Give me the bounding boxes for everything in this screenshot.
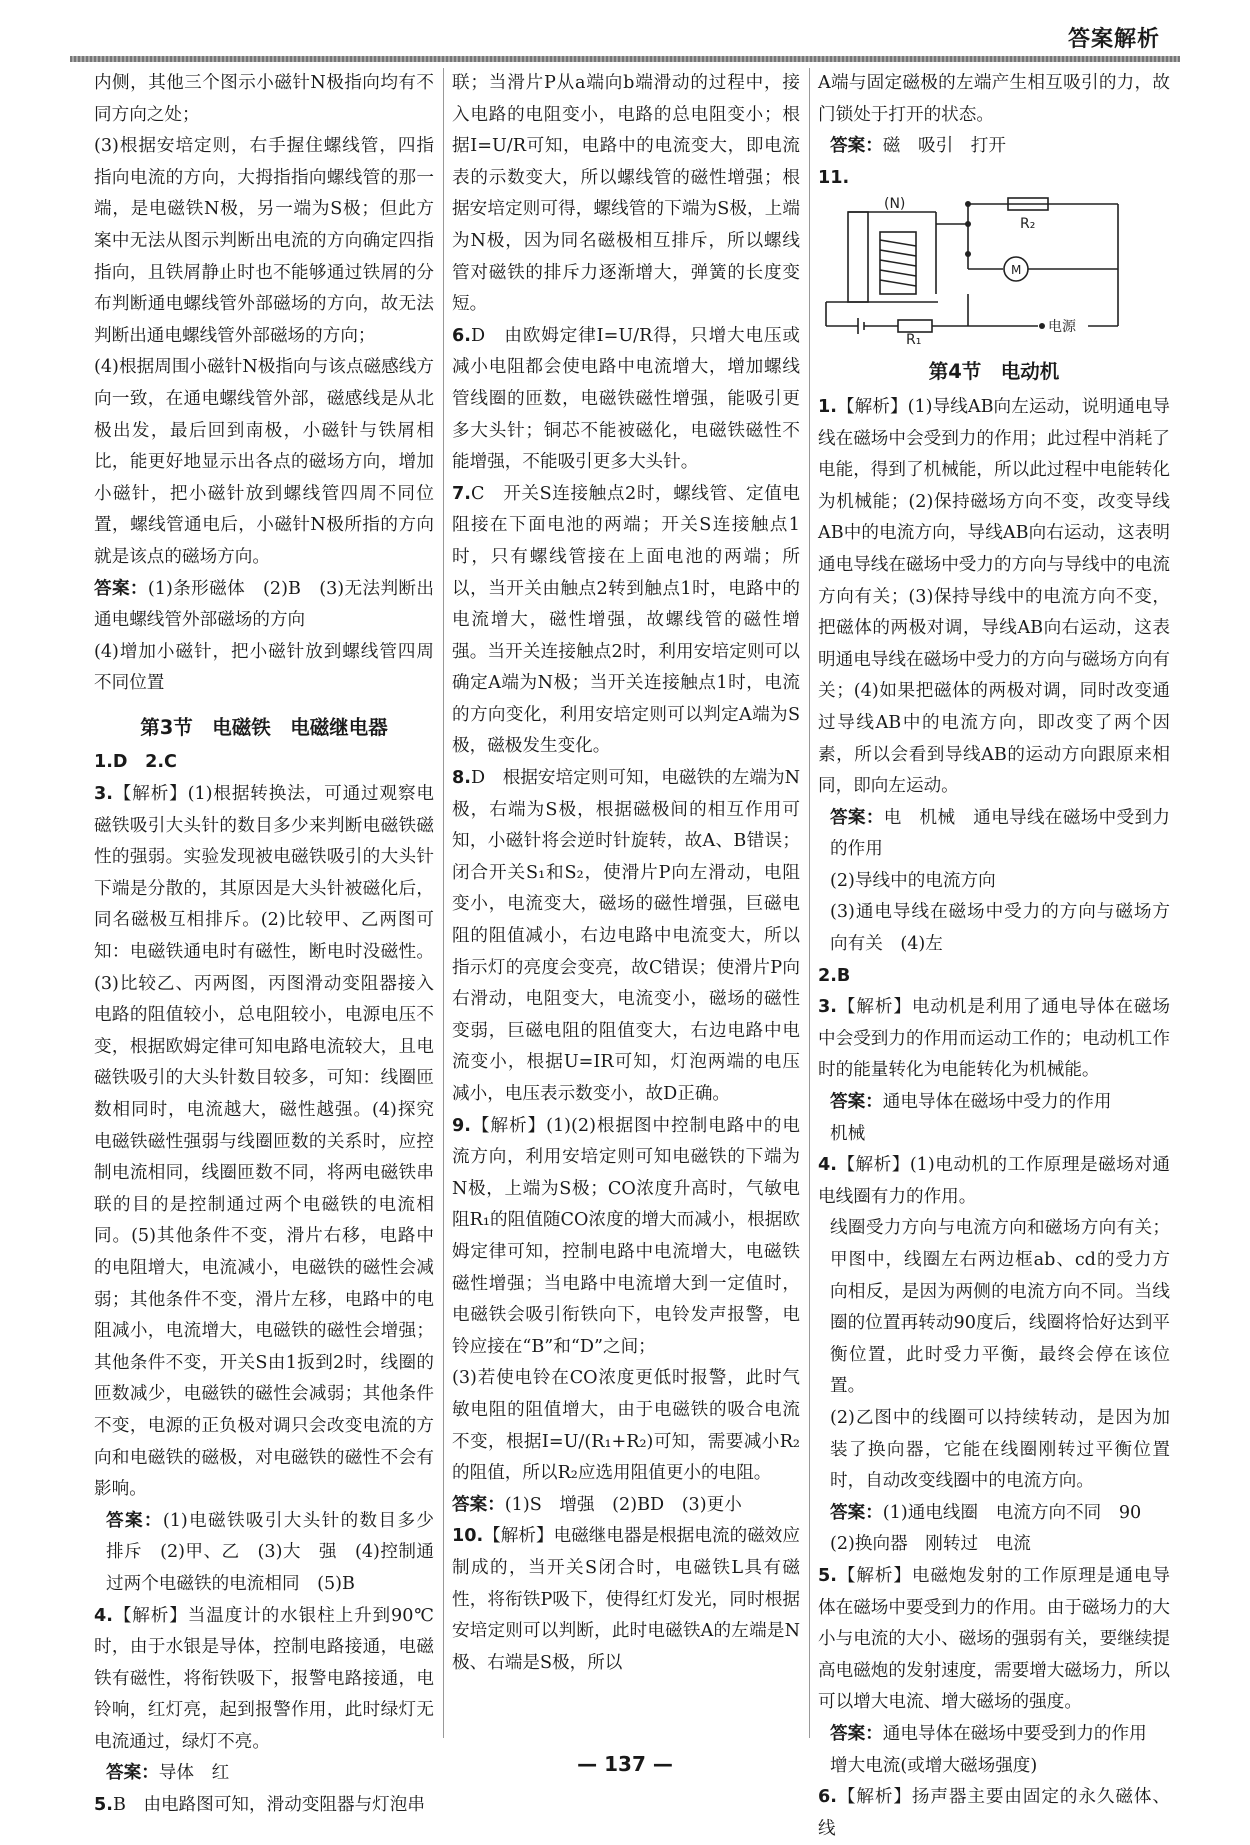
answer-text: 增大电流(或增大磁场强度) — [830, 1755, 1038, 1776]
column-2 — [452, 68, 800, 1738]
answer-text: 磁 吸引 打开 — [882, 136, 1006, 157]
section-heading: 第4节 电动机 — [928, 360, 1060, 384]
paragraph: 【解析】(1)导线AB向左运动，说明通电导线在磁场中会受到力的作用；此过程中消耗了电能，得到了机械能，所以此过程中电能转化为机械能；(2)保持磁场方向不变，改变导线AB中的电流方向，导线AB向右运动，这表明通电导线在磁场中受力的方向与导线中的电流方向有关；(3)保持导线中的电流方向不变，把磁体的两极对调，导线AB向右运动，这表明通电导线在磁场中受力的方向与磁场方向有关；(4)如果把磁体的两极对调，同时改变通过导线AB中的电流方向，即改变了两个因素，所以会看到导线AB的运动方向跟原来相同，即向左运动。 — [818, 396, 1170, 797]
question-number: 7. — [452, 483, 471, 504]
paragraph: (2)乙图中的线圈可以持续转动，是因为加装了换向器，它能在线圈刚转过平衡位置时，自动改变线圈中的电流方向。 — [830, 1407, 1170, 1492]
paragraph: 内侧，其他三个图示小磁针N极指向均有不同方向之处； — [94, 73, 434, 125]
paragraph: 【解析】电磁继电器是根据电流的磁效应制成的，当开关S闭合时，电磁铁L具有磁性，将衔铁P吸下，使得红灯发光，同时根据安培定则可以判断，此时电磁铁A的左端是N极、右端是S极，所以 — [452, 1526, 800, 1673]
answer-text: (1)电磁铁吸引大头针的数目多少 排斥 (2)甲、乙 (3)大 强 (4)控制通过两个电磁铁的电流相同 (5)B — [106, 1510, 452, 1594]
column-divider — [443, 68, 444, 1738]
paragraph: D 根据安培定则可知，电磁铁的左端为N极，右端为S极，根据磁极间的相互作用可知，小磁针将会逆时针旋转，故A、B错误；闭合开关S₁和S₂，使滑片P向左滑动，电阻变小，电流变大，磁场的磁性增强，巨磁电阻的阻值减小，右边电路中电流变大，所以指示灯的亮度会变亮，故C错误；使滑片P向右滑动，电阻变大，电流变小，磁场的磁性变弱，巨磁电阻的阻值变大，右边电路中电流变小，根据U=IR可知，灯泡两端的电压减小，电压表示数变小，故D正确。 — [452, 768, 800, 1104]
question-number: 6. — [452, 325, 471, 346]
iron-frame — [848, 212, 868, 302]
label-power: 电源 — [1048, 319, 1076, 336]
answer-label: 答案： — [452, 1494, 505, 1515]
junction-dot — [965, 221, 971, 227]
paragraph: 【解析】当温度计的水银柱上升到90℃时，由于水银是导体，控制电路接通，电磁铁有磁性，将衔铁吸下，报警电路接通，电铃响，红灯亮，起到报警作用，此时绿灯无电流通过，绿灯不亮。 — [94, 1605, 434, 1752]
answer-label: 答案： — [830, 1092, 883, 1113]
paragraph: A端与固定磁极的左端产生相互吸引的力，故门锁处于打开的状态。 — [818, 73, 1170, 125]
answer-line: 2.B — [818, 965, 851, 986]
answer-text: (2)导线中的电流方向 — [830, 870, 996, 891]
paragraph: D 由欧姆定律I=U/R得，只增大电压或减小电阻都会使电路中电流增大，增加螺线管线圈的匝数，电磁铁磁性增强，能吸引更多大头针；铜芯不能被磁化，电磁铁磁性不能增强，不能吸引更多大头针。 — [452, 325, 800, 473]
answer-text: (2)换向器 刚转过 电流 — [830, 1534, 1031, 1555]
question-number: 5. — [94, 1795, 113, 1816]
header-title: 答案解析 — [1067, 27, 1160, 52]
label-motor: M — [1011, 263, 1022, 278]
question-number: 3. — [818, 997, 837, 1018]
paragraph: 【解析】(1)(2)根据图中控制电路中的电流方向，利用安培定则可知电磁铁的下端为N极，上端为S极；CO浓度升高时，气敏电阻R₁的阻值随CO浓度的增大而减小，根据欧姆定律可知，控制电路中电流增大，电磁铁磁性增强；当电路中电流增大到一定值时，电磁铁会吸引衔铁向下，电铃发声报警，电铃应接在“B”和“D”之间； — [452, 1115, 800, 1357]
paragraph: 【解析】(1)根据转换法，可通过观察电磁铁吸引大头针的数目多少来判断电磁铁磁性的强弱。实验发现被电磁铁吸引的大头针下端是分散的，其原因是大头针被磁化后，同名磁极互相排斥。(2)比较甲、乙两图可知：电磁铁通电时有磁性，断电时没磁性。(3)比较乙、丙两图，丙图滑动变阻器接入电路的阻值较小，总电阻较小，电源电压不变，根据欧姆定律可知电路电流较大，且电磁铁吸引的大头针数目较多，可知：线圈匝数相同时，电流越大，磁性越强。(4)探究电磁铁磁性强弱与线圈匝数的关系时，应控制电流相同，线圈匝数不同，将两电磁铁串联的目的是控制通过两个电磁铁的电流相同。(5)其他条件不变，滑片右移，电路中的电阻增大，电流减小，电磁铁的磁性会减弱；其他条件不变，滑片左移，电路中的电阻减小，电流增大，电磁铁的磁性会增强；其他条件不变，开关S由1扳到2时，线圈的匝数减少，电磁铁的磁性会减弱；其他条件不变，电源的正负极对调只会改变电流的方向和电磁铁的磁极，对电磁铁的磁性不会有影响。 — [94, 784, 434, 1500]
column-1 — [94, 68, 452, 1816]
answer-text: 导体 红 — [158, 1763, 230, 1784]
answer-text: (1)S 增强 (2)BD (3)更小 — [504, 1494, 742, 1515]
paragraph: (3)若使电铃在CO浓度更低时报警，此时气敏电阻的阻值增大，由于电磁铁的吸合电流不变，根据I=U/(R₁+R₂)可知，需要减小R₂的阻值，所以R₂应选用阻值更小的电阻。 — [452, 1368, 800, 1484]
paragraph: 【解析】扬声器主要由固定的永久磁体、线 — [818, 1787, 1170, 1839]
paragraph: 线圈受力方向与电流方向和磁场方向有关；甲图中，线圈左右两边框ab、cd的受力方向相反，是因为两侧的电流方向不同。当线圈的位置再转动90度后，线圈将恰好达到平衡位置，此时受力平衡，最终会停在该位置。 — [830, 1218, 1170, 1397]
answer-text: (4)增加小磁针，把小磁针放到螺线管四周不同位置 — [94, 641, 434, 694]
resistor-r1 — [898, 320, 932, 332]
question-number: 9. — [452, 1115, 471, 1136]
junction-dot — [965, 251, 971, 257]
question-number: 6. — [818, 1787, 837, 1808]
question-number: 3. — [94, 784, 113, 805]
answer-text: (1)通电线圈 电流方向不同 90 — [882, 1502, 1142, 1523]
paragraph: 联；当滑片P从a端向b端滑动的过程中，接入电路的电阻变小，电路的总电阻变小；根据I=U/R可知，电路中的电流变大，即电流表的示数变大，所以螺线管的磁性增强；根据安培定则可得，螺线管的下端为S极，上端为N极，因为同名磁极相互排斥，所以螺线管对磁铁的排斥力逐渐增大，弹簧的长度变短。 — [452, 73, 800, 315]
answer-text: 电 机械 通电导线在磁场中受到力的作用 — [830, 807, 1170, 860]
answer-label: 答案： — [830, 1502, 883, 1523]
question-number: 10. — [452, 1526, 484, 1547]
label-r2: R₂ — [1020, 216, 1036, 233]
answer-text: 机械 — [830, 1123, 866, 1144]
paragraph: C 开关S连接触点2时，螺线管、定值电阻接在下面电池的两端；开关S连接触点1时，只有螺线管接在上面电池的两端；所以，当开关由触点2转到触点1时，电路中的电流增大，磁性增强，故螺线管的磁性增强。当开关连接触点2时，利用安培定则可以确定A端为N极；当开关连接触点1时，电流的方向变化，利用安培定则可以判定A端为S极，磁极发生变化。 — [452, 483, 800, 757]
paragraph: 【解析】电动机是利用了通电导体在磁场中会受到力的作用而运动工作的；电动机工作时的能量转化为电能转化为机械能。 — [818, 997, 1170, 1081]
question-number: 11. — [818, 167, 850, 188]
column-3 — [818, 68, 1170, 1839]
header-rule — [70, 56, 1180, 62]
paragraph: (4)根据周围小磁针N极指向与该点磁感线方向一致，在通电螺线管外部，磁感线是从北极出发，最后回到南极，小磁针与铁屑相比，能更好地显示出各点的磁场方向，增加小磁针，把小磁针放到螺线管四周不同位置，螺线管通电后，小磁针N极所指的方向就是该点的磁场方向。 — [94, 357, 434, 567]
answer-label: 答案： — [830, 807, 884, 828]
answer-line: 1.D 2.C — [94, 752, 177, 773]
answer-label: 答案： — [94, 578, 148, 599]
paragraph: (3)根据安培定则，右手握住螺线管，四指指向电流的方向，大拇指指向螺线管的那一端，是电磁铁N极，另一端为S极；但此方案中无法从图示判断出电流的方向确定四指指向，且铁屑静止时也不能够通过铁屑的分布判断通电螺线管外部磁场的方向，故无法判断出通电螺线管外部磁场的方向； — [94, 136, 434, 346]
label-r1: R₁ — [906, 332, 922, 349]
answer-label: 答案： — [830, 1723, 883, 1744]
answer-label: 答案： — [830, 136, 883, 157]
question-number: 1. — [818, 396, 837, 417]
answer-text: 通电导体在磁场中要受到力的作用 — [882, 1723, 1147, 1744]
paragraph: B 由电路图可知，滑动变阻器与灯泡串 — [112, 1795, 425, 1816]
question-number: 8. — [452, 768, 471, 789]
column-divider — [809, 68, 810, 1738]
answer-text: (3)通电导线在磁场中受力的方向与磁场方向有关 (4)左 — [830, 902, 1170, 955]
paragraph: 【解析】(1)电动机的工作原理是磁场对通电线圈有力的作用。 — [818, 1155, 1170, 1207]
question-number: 4. — [818, 1155, 837, 1176]
label-n: (N) — [884, 196, 906, 213]
answer-text: (1)条形磁体 (2)B (3)无法判断出通电螺线管外部磁场的方向 — [94, 578, 434, 631]
power-terminal — [1039, 323, 1045, 329]
question-number: 4. — [94, 1605, 113, 1626]
answer-label: 答案： — [106, 1763, 159, 1784]
page-number: — 137 — — [577, 1752, 673, 1776]
section-heading: 第3节 电磁铁 电磁继电器 — [140, 715, 388, 739]
paragraph: 【解析】电磁炮发射的工作原理是通电导体在磁场中要受到力的作用。由于磁场力的大小与电流的大小、磁场的强弱有关，要继续提高电磁炮的发射速度，需要增大磁场力，所以可以增大电流、增大磁场的强度。 — [818, 1565, 1170, 1713]
relay-circuit-diagram — [818, 194, 1158, 349]
coil-windings — [880, 240, 916, 286]
answer-text: 通电导体在磁场中受力的作用 — [882, 1092, 1112, 1113]
question-number: 5. — [818, 1565, 837, 1586]
junction-dot — [965, 201, 971, 207]
answer-label: 答案： — [106, 1510, 163, 1531]
